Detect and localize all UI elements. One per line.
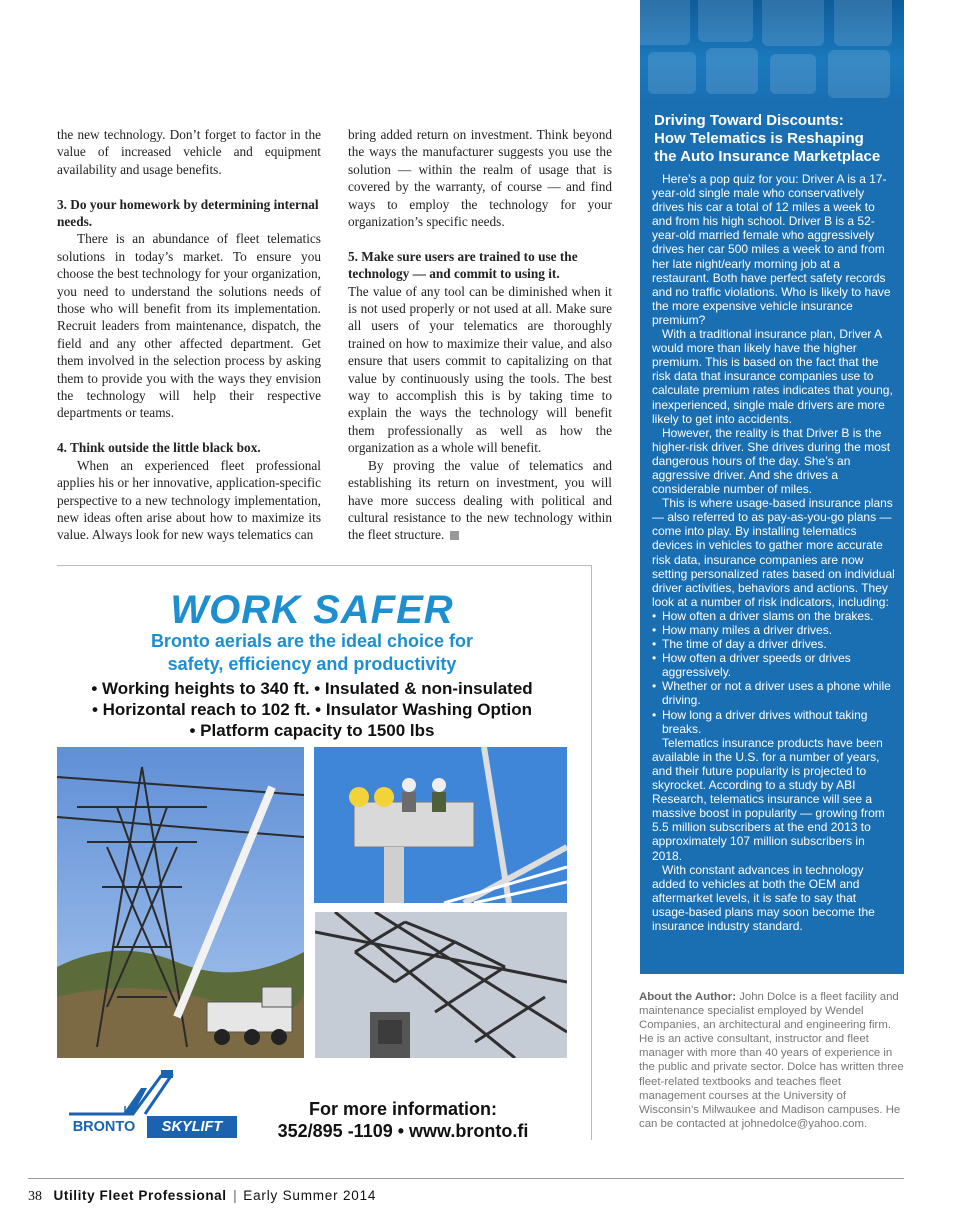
article-column-1 bbox=[57, 126, 321, 544]
col1-paragraph-3: When an experienced fleet professional applies his or her innovative, application-specific perspective to a new technology implementation, new ideas often arise about how to maximize its value. Always look for new ways telematics can bbox=[57, 457, 321, 543]
list-item: • Whether or not a driver uses a phone while driving. bbox=[652, 679, 896, 707]
about-the-author bbox=[639, 990, 907, 1131]
sidebar-title-line: Driving Toward Discounts: bbox=[654, 112, 844, 129]
sidebar-paragraph-5: Telematics insurance products have been available in the U.S. for a number of years, and their future popularity is projected to skyrocket. According to a study by ABI Research, telematics insurance will see a massive boost in popularity — growing from 5.5 million subscribers at the end 2013 to approximately 107 million subscribers in 2018. bbox=[652, 735, 885, 863]
ad-subheadline-line: Bronto aerials are the ideal choice for bbox=[150, 631, 474, 651]
ad-feature-line: • Horizontal reach to 102 ft. • Insulator Washing Option bbox=[91, 700, 533, 719]
page-number: 38 bbox=[28, 1189, 42, 1204]
author-bio: John Dolce is a fleet facility and maintenance specialist employed by Wendel Companies, an architectural and engineering firm. He is an active consultant, instructor and fleet manager with more than 40 years of experience in the public and private sector. Dolce has written three fleet-related textbooks and teaches fleet management courses at the University of Wisconsin’s Milwaukee and Madison campuses. He can be contacted at johnedolce@yahoo.com. bbox=[639, 991, 904, 1130]
heading-step-4: 4. Think outside the little black box. bbox=[57, 440, 261, 456]
ad-subheadline-line: safety, efficiency and productivity bbox=[167, 654, 457, 674]
logo-skylift-word: SKYLIFT bbox=[147, 1116, 237, 1138]
list-item: • How often a driver speeds or drives aggressively. bbox=[652, 651, 896, 679]
list-item: • How often a driver slams on the brakes. bbox=[652, 609, 896, 623]
list-item: • The time of day a driver drives. bbox=[652, 637, 896, 651]
heading-step-5: 5. Make sure users are trained to use the technology — and commit to using it. bbox=[348, 248, 578, 282]
ad-contact-info[interactable] bbox=[243, 1098, 563, 1142]
footer-separator: | bbox=[233, 1187, 237, 1203]
sidebar-body bbox=[652, 172, 896, 933]
ad-contact-heading: For more information: bbox=[309, 1099, 497, 1119]
sidebar-paragraph-1: Here’s a pop quiz for you: Driver A is a 17-year-old single male who conservatively drives his car a total of 12 miles a week to and from his high school. Driver B is a 52-year-old married female who aggressively drives her car 500 miles a week to and from her late night/early morning job at a restaurant. Both have perfect safety records and no traffic violations. Who is likely to have the more expensive vehicle insurance premium? bbox=[652, 172, 891, 327]
col2-paragraph-2: The value of any tool can be diminished when it is not used properly or not used at all. Make sure all users of your telematics are thoroughly trained on how to maximize their value, and also ensure that users commit to capitalizing on that value by continuously using the tools. The best way to accomplish this is by taking time to explain the ways the technology will benefit them professionally as well as how the organization as a whole will benefit. bbox=[348, 283, 612, 456]
col1-paragraph-1: the new technology. Don’t forget to factor in the value of increased vehicle and equipment availability and usage benefits. bbox=[57, 127, 321, 177]
footer-divider bbox=[28, 1178, 904, 1179]
sidebar-title bbox=[654, 112, 898, 166]
ad-subheadline bbox=[57, 630, 567, 676]
col2-paragraph-3-text: By proving the value of telematics and establishing its return on investment, you will have more success dealing with political and cultural resistance to the new technology within the fleet structure. bbox=[348, 457, 612, 543]
bronto-advertisement[interactable] bbox=[57, 565, 592, 1140]
sidebar-title-line: the Auto Insurance Marketplace bbox=[654, 148, 881, 165]
sidebar-paragraph-3: However, the reality is that Driver B is the higher-risk driver. She drives during the most dangerous hours of the day. She’s an aggressive driver. And she drives a considerable number of miles. bbox=[652, 425, 891, 497]
col1-paragraph-2: There is an abundance of fleet telematics solutions in today’s market. To ensure you choose the best technology for your organization, you need to understand the solutions needs of those who will benefit from its implementation. Recruit leaders from maintenance, dispatch, the field and any other affected department. Get them involved in the selection process by asking them to provide you with the ways they envision the technology will help their respective departments or teams. bbox=[57, 231, 321, 421]
ad-feature-line: • Working heights to 340 ft. • Insulated & non-insulated bbox=[91, 679, 533, 698]
ad-contact-phone-web[interactable]: 352/895 -1109 • www.bronto.fi bbox=[277, 1121, 529, 1141]
sidebar-paragraph-6: With constant advances in technology added to vehicles at both the OEM and aftermarket levels, it is safe to say that usage-based plans may soon become the insurance industry standard. bbox=[652, 862, 875, 933]
ad-headline: WORK SAFER bbox=[170, 588, 454, 632]
sidebar-box bbox=[640, 0, 904, 974]
ad-feature-line: • Platform capacity to 1500 lbs bbox=[189, 721, 435, 740]
tower-truck-photo bbox=[57, 747, 304, 1058]
sidebar-paragraph-4: This is where usage-based insurance plans — also referred to as pay-as-you-go plans — come into play. By installing telematics devices in vehicles to gather more accurate risk data, insurance companies are now setting personalized rates based on individual driver activities, behaviors and actions. They look at a number of risk indicators, including: bbox=[652, 496, 895, 609]
author-label: About the Author: bbox=[639, 991, 737, 1003]
list-item: • How many miles a driver drives. bbox=[652, 623, 896, 637]
platform-workers-photo bbox=[314, 747, 567, 903]
page-footer bbox=[28, 1186, 376, 1206]
ad-feature-list bbox=[57, 678, 567, 741]
bronto-skylift-logo bbox=[61, 1066, 237, 1142]
lattice-tower-photo bbox=[315, 912, 567, 1058]
logo-bronto-word: BRONTO bbox=[72, 1119, 136, 1135]
heading-step-3: 3. Do your homework by determining internal needs. bbox=[57, 196, 319, 230]
sidebar-paragraph-2: With a traditional insurance plan, Driver A would more than likely have the higher premium. This is based on the fact that the risk data that insurance companies use to calculate premium rates indicates that young, inexperienced, single male drivers are more likely to get into accidents. bbox=[652, 327, 893, 426]
sidebar-title-line: How Telematics is Reshaping bbox=[654, 130, 864, 147]
publication-name: Utility Fleet Professional bbox=[53, 1188, 227, 1203]
skylift-boom-icon bbox=[61, 1066, 237, 1116]
col2-paragraph-1: bring added return on investment. Think beyond the ways the manufacturer suggests you use the solution — within the realm of usage that is covered by the warranty, of course — and find ways to employ the technology for your organization’s specific needs. bbox=[348, 127, 612, 230]
col2-paragraph-3 bbox=[348, 457, 612, 544]
article-column-2 bbox=[348, 126, 612, 544]
issue-date: Early Summer 2014 bbox=[243, 1188, 377, 1203]
list-item: • How long a driver drives without taking breaks. bbox=[652, 708, 896, 736]
sidebar-header-graphic bbox=[640, 0, 904, 100]
end-of-article-square-icon bbox=[450, 531, 459, 540]
risk-indicator-list bbox=[652, 609, 896, 736]
